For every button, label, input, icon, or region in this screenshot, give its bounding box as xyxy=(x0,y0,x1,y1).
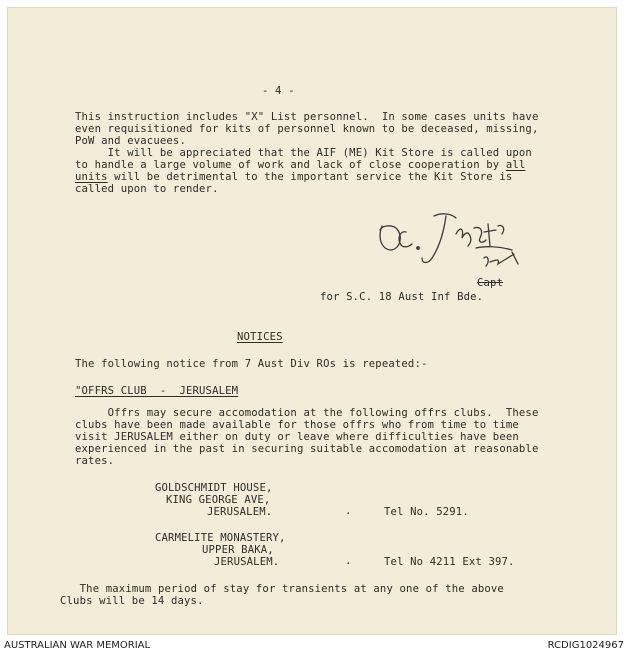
dot-separator: · xyxy=(345,558,352,570)
notices-heading: NOTICES xyxy=(237,331,283,343)
text-line xyxy=(75,171,512,183)
underlined-word: units xyxy=(75,171,108,183)
text-line: The maximum period of stay for transients at any one of the above xyxy=(47,583,504,595)
signoff-unit: S.C. 18 Aust Inf Bde. xyxy=(346,291,484,303)
notices-intro: The following notice from 7 Aust Div ROs is repeated:- xyxy=(75,358,428,370)
struck-title: Capt xyxy=(477,277,504,289)
club-heading: "OFFRS CLUB - JERUSALEM xyxy=(75,385,239,397)
telephone-number: Tel No. 5291. xyxy=(384,506,469,518)
text-line: experienced in the past in securing suitable accomodation at reasonable xyxy=(75,443,539,455)
address-line: UPPER BAKA, xyxy=(202,544,274,556)
signature-image xyxy=(372,206,542,286)
text-line xyxy=(75,159,525,171)
address-line: JERUSALEM. xyxy=(214,556,280,568)
address-line: KING GEORGE AVE, xyxy=(166,494,271,506)
text-line: Offrs may secure accomodation at the following offrs clubs. These xyxy=(75,407,539,419)
underlined-word: all xyxy=(505,159,526,171)
dot-separator: · xyxy=(345,508,352,520)
telephone-number: Tel No 4211 Ext 397. xyxy=(384,556,515,568)
address-line: GOLDSCHMIDT HOUSE, xyxy=(155,482,273,494)
text-line: clubs have been made available for those offrs who from time to time xyxy=(75,419,519,431)
archive-name: AUSTRALIAN WAR MEMORIAL xyxy=(4,640,151,651)
text-line: visit JERUSALEM either on duty or leave where difficulties have been xyxy=(75,431,519,443)
text-line: called upon to render. xyxy=(75,183,219,195)
page-number: - 4 - xyxy=(262,85,295,97)
address-line: JERUSALEM. xyxy=(207,506,273,518)
text-segment: will be detrimental to the important service the Kit Store is xyxy=(107,171,513,183)
address-line: CARMELITE MONASTERY, xyxy=(155,532,286,544)
signoff-line xyxy=(320,291,483,303)
record-id: RCDIG1024967 xyxy=(547,640,624,651)
archive-footer xyxy=(0,638,629,654)
text-line: PoW and evacuees. xyxy=(75,135,186,147)
document-page xyxy=(7,7,617,635)
text-line: rates. xyxy=(75,455,115,467)
text-segment: to handle a large volume of work and lack of close cooperation by xyxy=(75,159,506,171)
text-line: even requisitioned for kits of personnel known to be deceased, missing, xyxy=(75,123,539,135)
text-line: It will be appreciated that the AIF (ME) Kit Store is called upon xyxy=(75,147,532,159)
for-text: for xyxy=(320,291,340,303)
text-line: Clubs will be 14 days. xyxy=(60,595,204,607)
text-line: This instruction includes "X" List personnel. In some cases units have xyxy=(75,111,539,123)
